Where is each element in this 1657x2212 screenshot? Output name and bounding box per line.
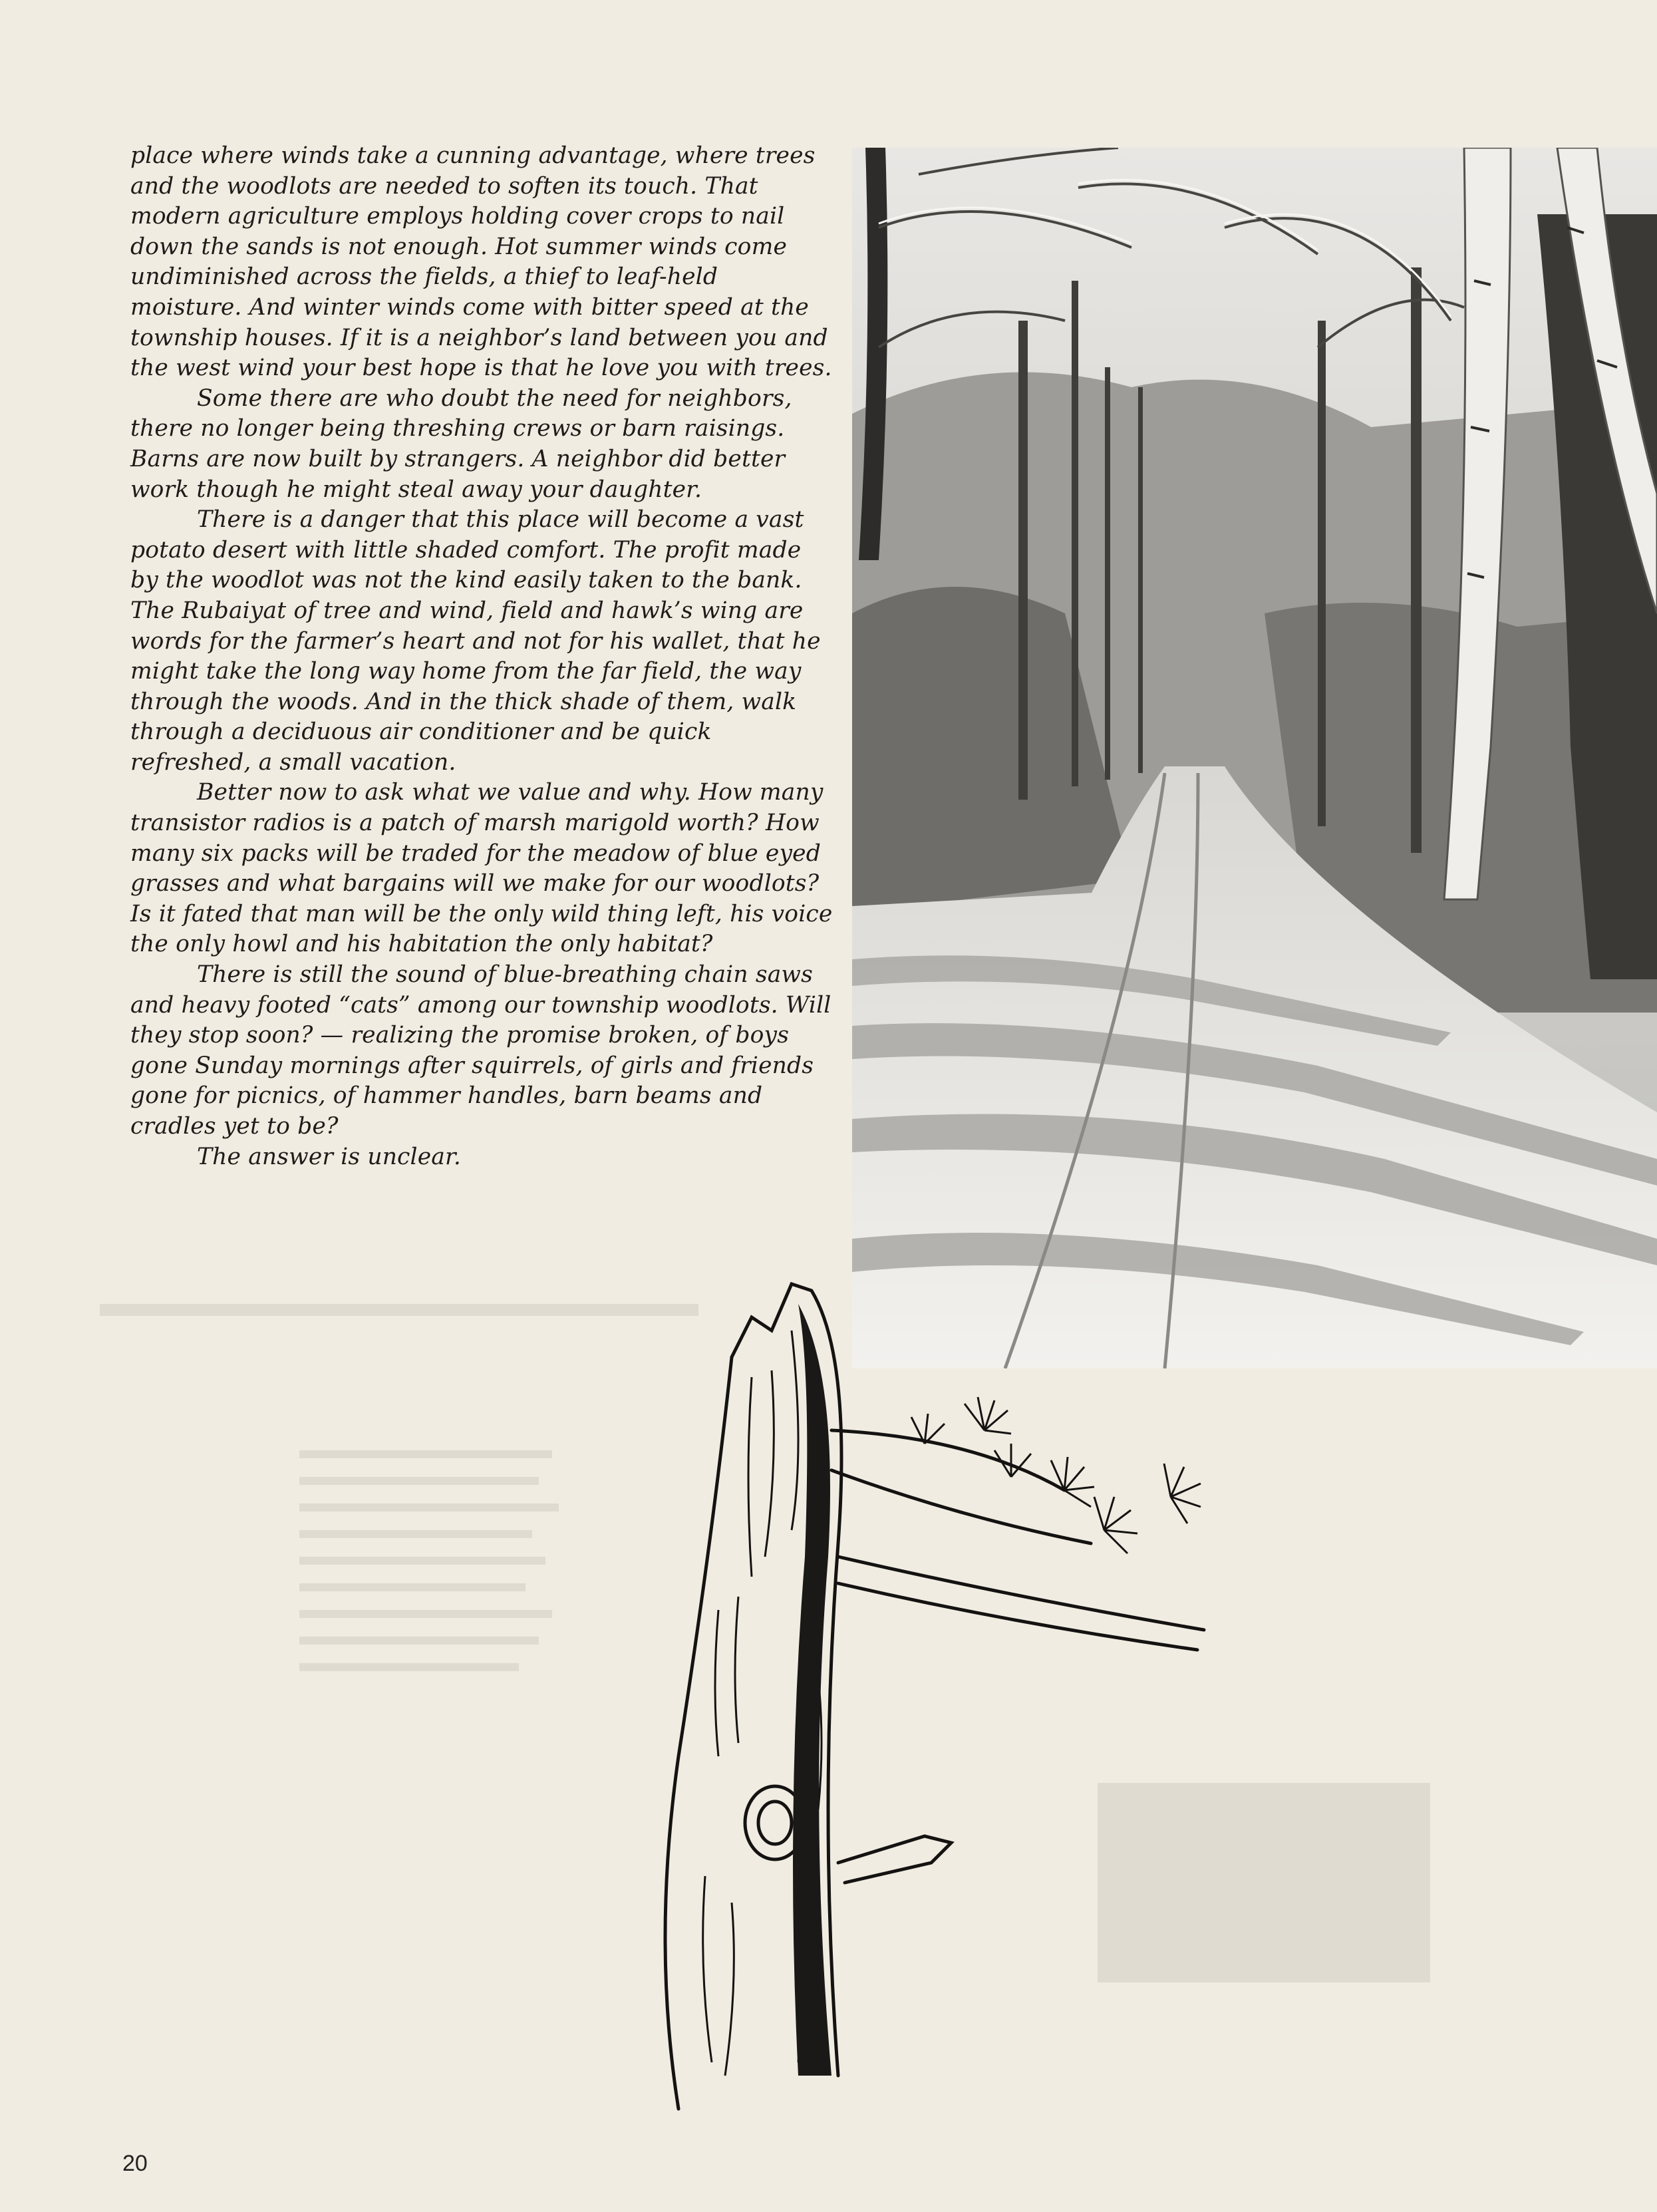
article-paragraph: Better now to ask what we value and why. How many transistor radios is a patch of marsh marigold worth? How many six packs will be traded for the meadow of blue eyed grasses and what bargains will we make for our woodlots? Is it fated that man will be the only wild thing left, his voice the only howl and his habitation the only habitat? [130, 779, 833, 958]
article-paragraph: The answer is unclear. [197, 1143, 461, 1170]
pine-trunk-illustration [639, 1277, 1211, 2116]
snowy-woodland-road-photo [852, 148, 1657, 1368]
article-body [130, 141, 835, 1172]
article-paragraph: Some there are who doubt the need for neighbors, there no longer being threshing crews or barn raisings. Barns are now built by strangers. A neighbor did better work though he might steal away your daughter. [130, 385, 792, 503]
page-number: 20 [122, 2151, 148, 2176]
article-paragraph: There is still the sound of blue-breathing chain saws and heavy footed “cats” among our township woodlots. Will they stop soon? — realizing the promise broken, of boys gone Sunday mornings after squirrels, of girls and friends gone for picnics, of hammer handles, barn beams and cradles yet to be? [130, 961, 831, 1140]
article-paragraph: There is a danger that this place will become a vast potato desert with little shaded comfort. The profit made by the woodlot was not the kind easily taken to the bank. The Rubaiyat of tree and wind, field and hawk’s wing are words for the farmer’s heart and not for his wallet, that he might take the long way home from the far field, the way through the woods. And in the thick shade of them, walk through a deciduous air conditioner and be quick refreshed, a small vacation. [130, 506, 821, 776]
article-paragraph: place where winds take a cunning advantage, where trees and the woodlots are needed to soften its touch. That modern agriculture employs holding cover crops to nail down the sands is not enough. Hot summer winds come undiminished across the fields, a thief to leaf-held moisture. And winter winds come with bitter speed at the township houses. If it is a neighbor’s land between you and the west wind your best hope is that he love you with trees. [130, 142, 832, 382]
